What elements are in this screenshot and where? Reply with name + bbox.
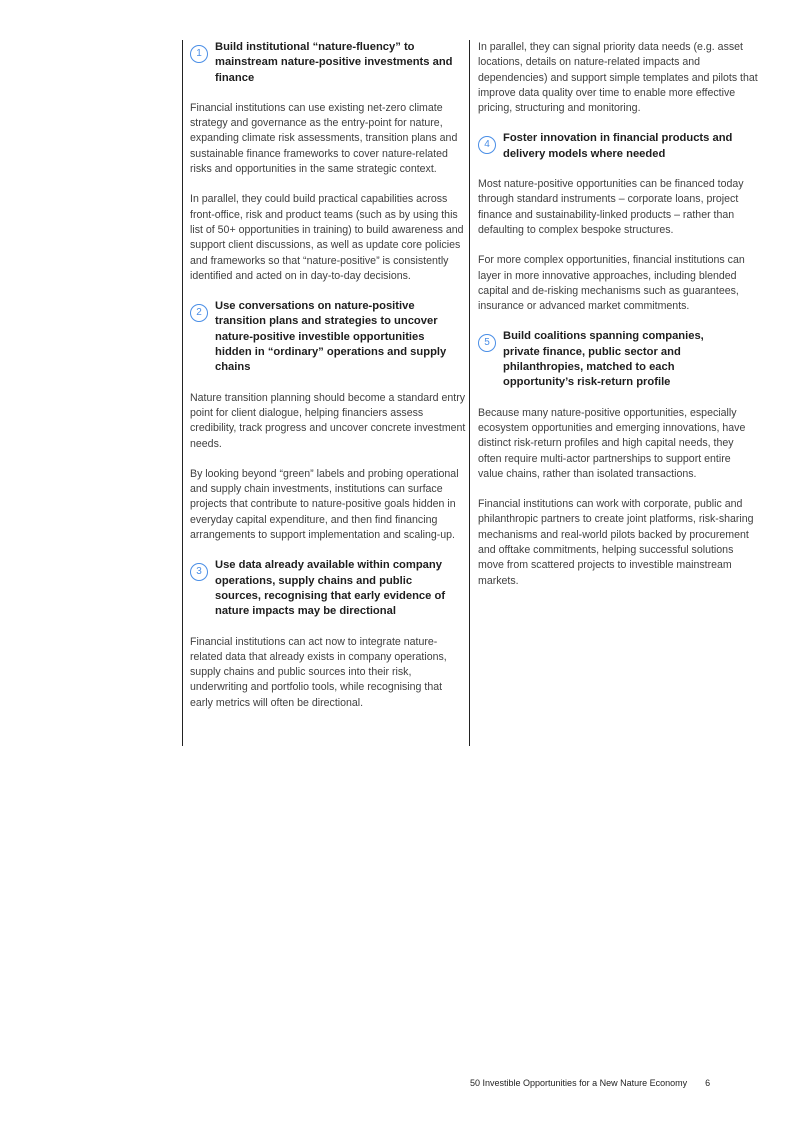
- section-1-heading: [190, 40, 466, 86]
- section-4-title: Foster innovation in financial products and delivery models where needed: [503, 132, 733, 160]
- section-2-title: Use conversations on nature-positive transition plans and strategies to uncover nature-positive investible opportunities hidden in “ordinary” operations and supply chains: [215, 300, 447, 374]
- footer-title: 50 Investible Opportunities for a New Nature Economy: [470, 1078, 688, 1088]
- left-column: [182, 40, 466, 746]
- section-4-paragraph-1: Most nature-positive opportunities can be financed today through standard instruments – corporate loans, project finance and sustainability-linked products – rather than defaulting to complex bespoke structures.: [478, 178, 744, 236]
- section-3-heading: [190, 558, 466, 619]
- section-2-paragraph-2: By looking beyond “green” labels and probing operational and supply chain investments, institutions can surface projects that contribute to nature-positive goals hidden in everyday capital expenditure, and then find financing arrangements to support implementation and scaling-up.: [190, 467, 459, 542]
- section-5-paragraph-2: Financial institutions can work with corporate, public and philanthropic partners to create joint platforms, risk-sharing mechanisms and real-world pilots backed by procurement and offtake commitments, helping successful solutions move from scattered projects to investible mainstream markets.: [478, 498, 754, 587]
- right-column-intro-paragraph: In parallel, they can signal priority data needs (e.g. asset locations, details on nature-related impacts and dependencies) and support simple templates and pilots that improve data quality over time to enable more effective pricing, structuring and monitoring.: [478, 41, 758, 115]
- section-5-paragraph-1: Because many nature-positive opportunities, especially ecosystem opportunities and emerging innovations, have distinct risk-return profiles and high capital needs, they often require multi-actor partnerships to support entire value chains, rather than isolated transactions.: [478, 406, 746, 480]
- section-1-paragraph-1: Financial institutions can use existing net-zero climate strategy and governance as the entry-point for nature, expanding climate risk assessments, transition plans and sustainable finance frameworks to cover nature-related risks and opportunities in the same strategic context.: [190, 101, 458, 176]
- section-4-heading: [478, 131, 758, 162]
- section-2-heading: [190, 299, 466, 375]
- section-4-paragraph-2: For more complex opportunities, financial institutions can layer in more innovative approaches, including blended capital and de-risking mechanisms such as guarantees, insurance or advanced market commitments.: [478, 254, 745, 313]
- section-1-title: Build institutional “nature-fluency” to mainstream nature-positive investments and finance: [215, 41, 453, 84]
- right-column: [469, 40, 758, 746]
- section-3-number-badge: 3: [190, 563, 208, 581]
- section-5-title: Build coalitions spanning companies, private finance, public sector and philanthropies, matched to each opportunity’s risk-return profile: [503, 330, 704, 389]
- section-1-number-badge: 1: [190, 45, 208, 63]
- section-1-paragraph-2: In parallel, they could build practical capabilities across front-office, risk and product teams (such as by using this list of 50+ opportunities in training) to build awareness and support client discussions, as well as update core policies and frameworks so that “nature-positive” is consistently identified and acted on in day-to-day decisions.: [190, 193, 464, 282]
- page-footer: [470, 1078, 710, 1088]
- section-5-heading: [478, 329, 758, 390]
- section-3-paragraph-1: Financial institutions can act now to integrate nature-related data that already exists in company operations, supply chains and public sources into their risk, underwriting and portfolio tools, while recognising that early metrics will often be directional.: [190, 635, 447, 709]
- section-3-title: Use data already available within company operations, supply chains and public sources, recognising that early evidence of nature impacts may be directional: [215, 559, 446, 618]
- section-5-number-badge: 5: [478, 334, 496, 352]
- page-number: 6: [705, 1078, 711, 1088]
- section-2-paragraph-1: Nature transition planning should become a standard entry point for client dialogue, helping financiers assess credibility, track progress and uncover concrete investment needs.: [190, 391, 466, 450]
- section-2-number-badge: 2: [190, 304, 208, 322]
- section-4-number-badge: 4: [478, 136, 496, 154]
